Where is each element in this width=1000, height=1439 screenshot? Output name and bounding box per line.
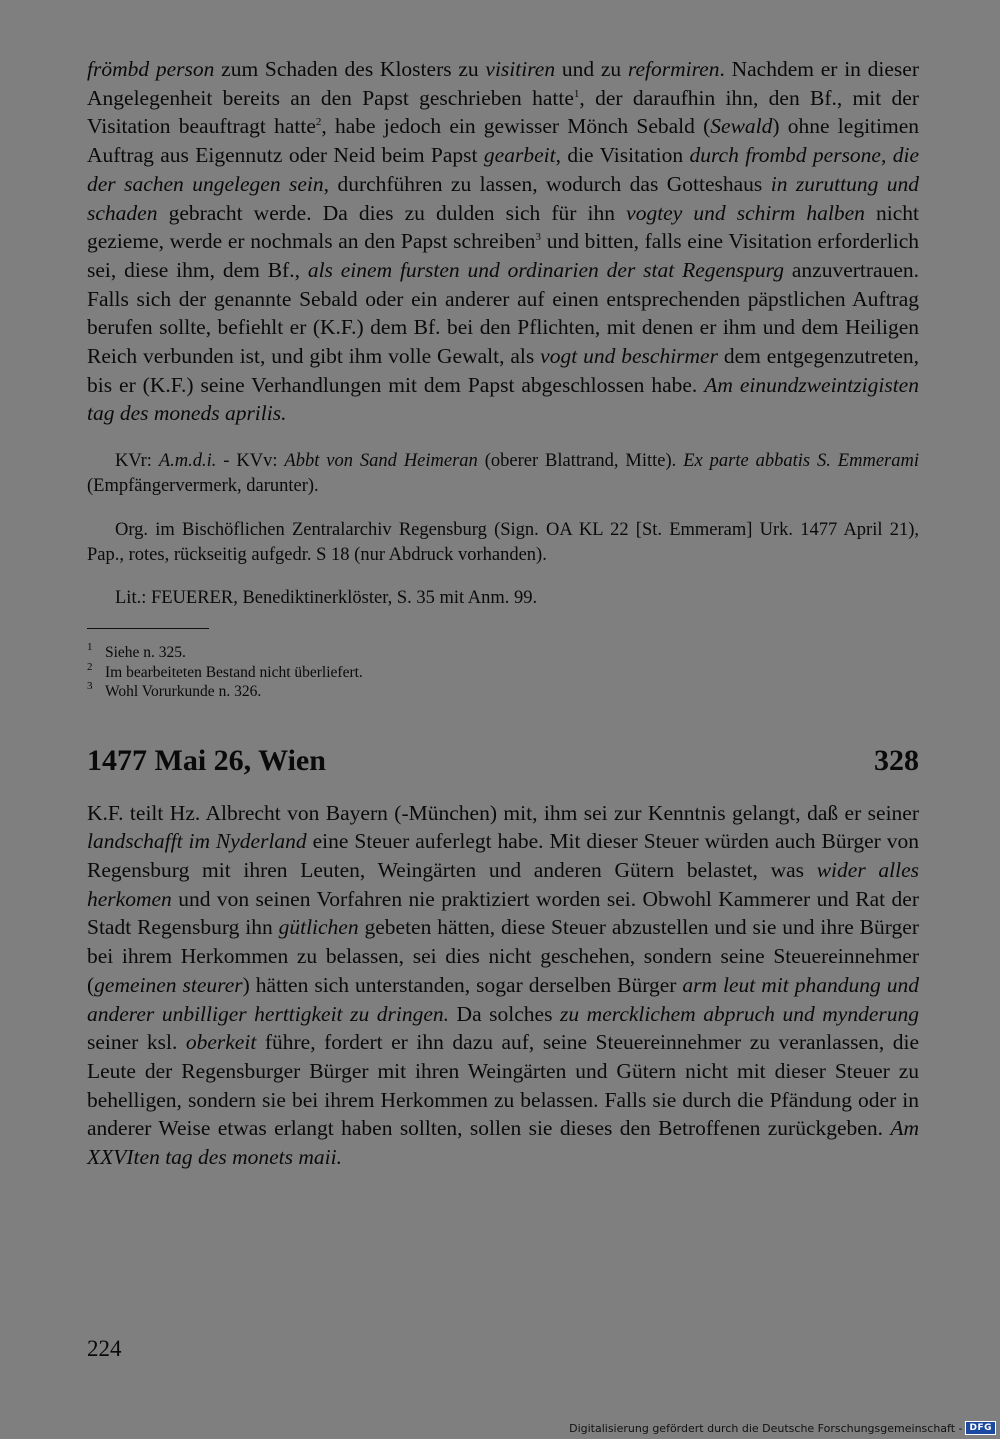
footnote-text: Wohl Vorurkunde n. 326.: [105, 683, 262, 701]
italic-quote: landschafft im Nyderland: [87, 829, 307, 854]
text-run: (Empfängervermerk, darunter).: [87, 476, 319, 497]
text-run: Da solches: [449, 1001, 561, 1026]
document-327-summary: [87, 55, 919, 428]
text-run: . Nachdem er in dieser Angelegenheit bereits an den Papst geschrieben hatte: [87, 57, 920, 110]
document-328-summary: [87, 799, 919, 1172]
document-heading: [87, 743, 919, 779]
text-run: eine Steuer auferlegt habe. Mit dieser Steuer würden auch Bürger von Regensburg mit ihren Leuten, Weingärten und anderen Gütern belastet, was: [87, 829, 919, 883]
text-run: KVr:: [115, 451, 159, 472]
italic-quote: Sewald: [710, 114, 773, 139]
footnote-reference: 1: [573, 87, 580, 100]
text-run: ) hätten sich unterstanden, sogar derselben Bürger: [242, 972, 683, 997]
credit-text: Digitalisierung gefördert durch die Deutsche Forschungsgemeinschaft -: [569, 1421, 963, 1435]
document-date-place: 1477 Mai 26, Wien: [87, 743, 326, 777]
text-run: - KVv:: [216, 451, 285, 472]
text-run: dem entgegenzutreten, bis er (K.F.) seine Verhandlungen mit dem Papst abgeschlossen habe.: [87, 344, 919, 397]
italic-quote: in zuruttung und schaden: [87, 171, 919, 225]
italic-quote: gearbeit: [483, 143, 556, 168]
footnote: [87, 660, 919, 683]
italic-quote: vogt und beschirmer: [540, 344, 718, 369]
text-run: zum Schaden des Klosters zu: [214, 57, 486, 81]
italic-quote: vogtey und schirm halben: [626, 200, 865, 225]
italic-quote: arm leut mit phandung und anderer unbilliger herttigkeit zu dringen.: [87, 972, 919, 1026]
text-run: K.F. teilt Hz. Albrecht von Bayern (-München) mit, ihm sei zur Kenntnis gelangt, daß er seiner: [87, 800, 919, 825]
document-number: 328: [874, 743, 919, 777]
page-number: 224: [87, 1336, 122, 1361]
italic-quote: Ex parte abbatis S. Emmerami: [683, 451, 919, 472]
text-run: , die Visitation: [555, 143, 690, 168]
italic-quote: visitiren: [485, 57, 556, 81]
italic-quote: als einem fursten und ordinarien der stat Regenspurg: [307, 257, 785, 282]
footnote-text: Siehe n. 325.: [105, 644, 186, 662]
italic-quote: reformiren: [627, 57, 720, 81]
italic-quote: gütlichen: [278, 915, 359, 940]
endorsement-note: [87, 449, 919, 499]
text-run: führe, fordert er ihn dazu auf, seine Steuereinnehmer zu veranlassen, die Leute der Regensburger Bürger mit ihren Weingärten und Gütern nicht mit dieser Steuer zu behelligen, sondern sie bei ihrem Herkommen zu belassen. Falls sie durch die Pfändung oder in anderer Weise etwas erlangt haben sollten, sollen sie dieses den Betroffenen zurückgeben.: [87, 1030, 919, 1141]
text-run: gebracht werde. Da dies zu dulden sich für ihn: [157, 200, 627, 225]
italic-quote: frömbd person: [87, 57, 215, 81]
digitization-credit: [569, 1421, 996, 1435]
italic-quote: wider alles herkomen: [87, 858, 919, 911]
italic-quote: Am XXVIten tag des monets maii.: [87, 1116, 919, 1170]
italic-quote: durch frombd persone, die der sachen ungelegen sein: [87, 143, 919, 196]
text-run: und bitten, falls eine Visitation erforderlich sei, diese ihm, dem Bf.,: [87, 229, 920, 282]
original-source-note: Org. im Bischöflichen Zentralarchiv Regensburg (Sign. OA KL 22 [St. Emmeram] Urk. 1477 April 21), Pap., rotes, rückseitig aufgedr. S 18 (nur Abdruck vorhanden).: [87, 520, 919, 566]
footnote-number: 3: [87, 680, 93, 693]
text-run: , habe jedoch ein gewisser Mönch Sebald (: [321, 114, 711, 139]
page-content: [87, 55, 919, 1172]
footnote-number: 1: [87, 641, 93, 654]
italic-quote: Abbt von Sand Heimeran: [284, 451, 478, 472]
text-run: gebeten hätten, diese Steuer abzustellen und sie und ihre Bürger bei ihrem Herkommen zu belassen, sei dies nicht geschehen, sondern seine Steuereinnehmer (: [87, 915, 919, 997]
text-run: anzuvertrauen. Falls sich der genannte Sebald oder ein anderer auf einen entsprechenden päpstlichen Auftrag berufen sollte, befiehlt er (K.F.) dem Bf. bei den Pflichten, mit denen er ihm und dem Heiligen Reich verbunden ist, und gibt ihm volle Gewalt, als: [87, 257, 920, 369]
text-run: (oberer Blattrand, Mitte).: [477, 451, 684, 472]
italic-quote: A.m.d.i.: [158, 451, 217, 472]
italic-quote: gemeinen steurer: [94, 972, 243, 997]
literature-note: Lit.: FEUERER, Benediktinerklöster, S. 35 mit Anm. 99.: [115, 588, 538, 609]
footnote-number: 2: [87, 660, 93, 673]
text-run: , der daraufhin ihn, den Bf., mit der Visitation beauftragt hatte: [87, 85, 919, 139]
text-run: und von seinen Vorfahren nie praktiziert worden sei. Obwohl Kammerer und Rat der Stadt Regensburg ihn: [87, 886, 919, 940]
text-run: und zu: [555, 57, 628, 81]
footnotes: [87, 643, 919, 702]
footnote: [87, 643, 919, 663]
text-run: , durchführen zu lassen, wodurch das Gotteshaus: [323, 171, 771, 196]
text-run: seiner ksl.: [87, 1030, 186, 1055]
footnote-divider: [87, 628, 209, 629]
italic-quote: Am einundzweintzigisten tag des moneds aprilis.: [87, 372, 919, 426]
text-run: nicht gezieme, werde er nochmals an den Papst schreiben: [87, 200, 919, 254]
dfg-logo: DFG: [965, 1421, 996, 1435]
italic-quote: oberkeit: [185, 1030, 257, 1055]
footnote: [87, 682, 919, 702]
text-run: ) ohne legitimen Auftrag aus Eigennutz oder Neid beim Papst: [87, 114, 920, 168]
footnote-reference: 3: [535, 231, 542, 244]
italic-quote: zu mercklichem abpruch und mynderung: [560, 1001, 919, 1026]
footnote-reference: 2: [315, 116, 322, 129]
footnote-text: Im bearbeiteten Bestand nicht überliefert.: [105, 663, 363, 681]
